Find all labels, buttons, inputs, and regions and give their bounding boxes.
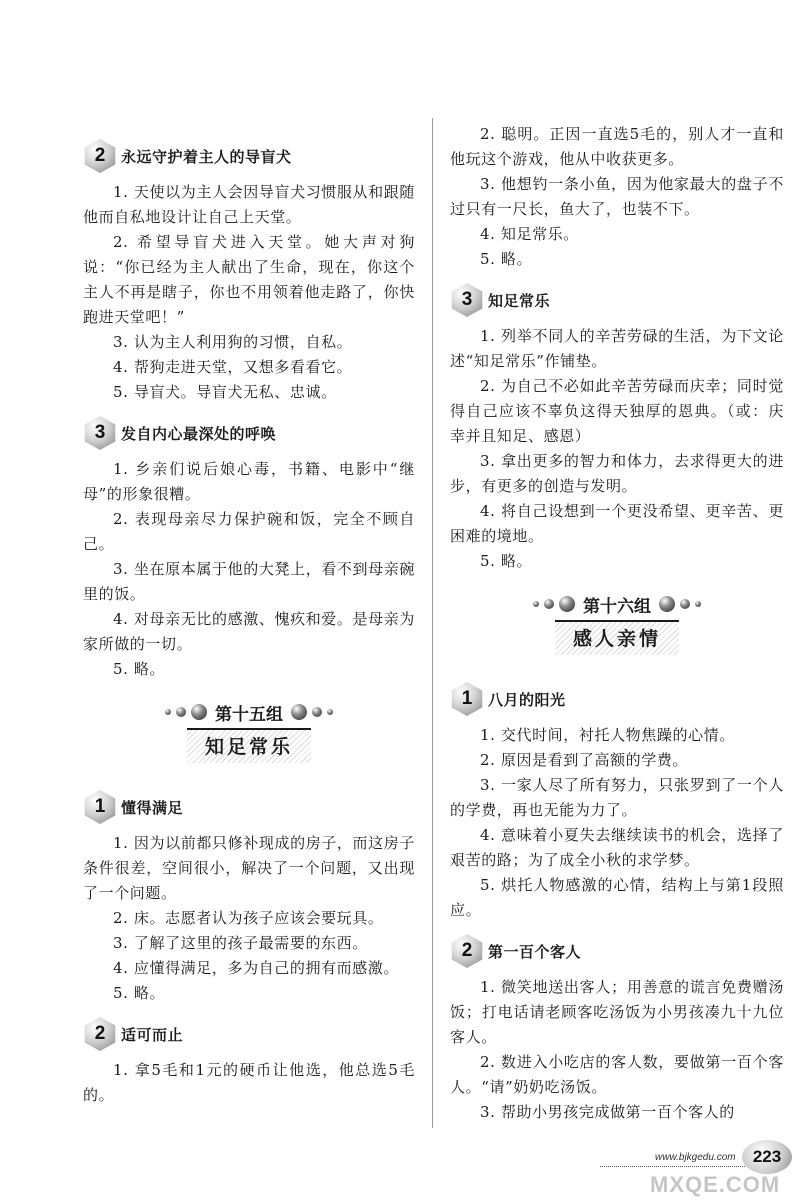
answer-item: 2. 表现母亲尽力保护碗和饭，完全不顾自己。 xyxy=(83,510,415,553)
group-label: 第十五组 xyxy=(215,704,283,725)
section-number: 1 xyxy=(461,688,473,709)
section-header xyxy=(450,933,784,969)
hexagon-number-badge xyxy=(83,1017,117,1051)
section-title: 知足常乐 xyxy=(488,291,551,310)
group-heading-15 xyxy=(83,698,415,763)
answer-item: 1. 交代时间，衬托人物焦躁的心情。 xyxy=(480,726,735,744)
right-column xyxy=(450,122,784,1125)
answer-item: 1. 拿5毛和1元的硬币让他选，他总选5毛的。 xyxy=(83,1061,415,1104)
section-know-content xyxy=(83,789,415,1006)
answer-item: 3. 帮助小男孩完成做第一百个客人的 xyxy=(480,1103,735,1121)
decorative-dots-icon xyxy=(659,596,701,612)
answer-item: 1. 因为以前都只修补现成的房子，而这房子条件很差，空间很小，解决了一个问题，又出现了一个问题。 xyxy=(83,834,415,902)
answer-item: 4. 将自己设想到一个更没希望、更辛苦、更困难的境地。 xyxy=(450,502,784,545)
hexagon-number-badge xyxy=(450,934,484,968)
section-header xyxy=(83,789,415,825)
group-heading-16 xyxy=(450,590,784,655)
section-title: 第一百个客人 xyxy=(488,942,582,961)
answer-item: 5. 略。 xyxy=(113,984,166,1002)
group-label: 第十六组 xyxy=(583,596,651,617)
left-column xyxy=(83,128,415,1108)
answer-item: 2. 床。志愿者认为孩子应该会要玩具。 xyxy=(113,909,384,927)
answer-item: 2. 数进入小吃店的客人数，要做第一百个客人。“请”奶奶吃汤饭。 xyxy=(450,1053,784,1096)
answer-item: 2. 希望导盲犬进入天堂。她大声对狗说：“你已经为主人献出了生命，现在，你这个主人不再是瞎子，你也不用领着他走路了，你快跑进天堂吧！” xyxy=(83,233,415,326)
hexagon-number-badge xyxy=(83,790,117,824)
group-title: 知足常乐 xyxy=(187,728,311,763)
decorative-dots-icon xyxy=(291,704,333,720)
answer-item: 5. 略。 xyxy=(113,660,166,678)
answer-item: 4. 对母亲无比的感激、愧疚和爱。是母亲为家所做的一切。 xyxy=(83,610,415,653)
watermark: MXQE.COM xyxy=(650,1172,781,1197)
hexagon-number-badge xyxy=(450,682,484,716)
answer-item: 3. 坐在原本属于他的大凳上，看不到母亲碗里的饭。 xyxy=(83,560,415,603)
section-header xyxy=(450,282,784,318)
section-hundredth-guest xyxy=(450,933,784,1125)
section-contentment xyxy=(450,282,784,574)
answer-item: 1. 乡亲们说后娘心毒，书籍、电影中“继母”的形象很糟。 xyxy=(83,460,415,503)
page-number: 223 xyxy=(742,1140,792,1174)
section-number: 2 xyxy=(94,145,106,166)
section-header xyxy=(450,681,784,717)
footer-url: www.bjkgedu.com xyxy=(655,1152,736,1163)
section-header xyxy=(83,1016,415,1052)
answer-item: 5. 略。 xyxy=(480,250,533,268)
section-title: 永远守护着主人的导盲犬 xyxy=(121,147,292,166)
section-heart-call xyxy=(83,415,415,682)
answer-item: 2. 聪明。正因一直选5毛的，别人才一直和他玩这个游戏，他从中收获更多。 xyxy=(450,125,784,168)
section-title: 适可而止 xyxy=(121,1025,184,1044)
answer-item: 4. 应懂得满足，多为自己的拥有而感激。 xyxy=(113,959,400,977)
answer-item: 3. 他想钓一条小鱼，因为他家最大的盘子不过只有一尺长，鱼大了，也装不下。 xyxy=(450,175,784,218)
hexagon-number-badge xyxy=(83,416,117,450)
section-title: 发自内心最深处的呼唤 xyxy=(121,424,277,443)
hexagon-number-badge xyxy=(83,139,117,173)
section-number: 3 xyxy=(94,422,106,443)
section-number: 2 xyxy=(461,940,473,961)
section-number: 2 xyxy=(94,1023,106,1044)
hexagon-number-badge xyxy=(450,283,484,317)
section-number: 3 xyxy=(461,289,473,310)
footer-rule xyxy=(600,1166,745,1167)
section-number: 1 xyxy=(94,796,106,817)
answer-item: 5. 导盲犬。导盲犬无私、忠诚。 xyxy=(113,383,337,401)
answer-item: 4. 意味着小夏失去继续读书的机会，选择了艰苦的路；为了成全小秋的求学梦。 xyxy=(450,826,784,869)
answer-item: 1. 列举不同人的辛苦劳碌的生活，为下文论述“知足常乐”作铺垫。 xyxy=(450,327,784,370)
answer-item: 5. 略。 xyxy=(480,552,533,570)
answer-item: 1. 微笑地送出客人；用善意的谎言免费赠汤饭；打电话请老顾客吃汤饭为小男孩凑九十九位客人。 xyxy=(450,978,784,1046)
section-enough xyxy=(83,1016,415,1108)
answer-item: 4. 知足常乐。 xyxy=(480,225,579,243)
section-title: 八月的阳光 xyxy=(488,690,566,709)
answer-item: 1. 天使以为主人会因导盲犬习惯服从和跟随他而自私地设计让自己上天堂。 xyxy=(83,183,415,226)
answer-item: 5. 烘托人物感激的心情，结构上与第1段照应。 xyxy=(450,876,784,919)
continued-answers xyxy=(450,122,784,272)
section-header xyxy=(83,415,415,451)
answer-item: 3. 认为主人利用狗的习惯，自私。 xyxy=(113,333,353,351)
answer-item: 3. 拿出更多的智力和体力，去求得更大的进步，有更多的创造与发明。 xyxy=(450,452,784,495)
decorative-dots-icon xyxy=(533,596,575,612)
section-header xyxy=(83,138,415,174)
decorative-dots-icon xyxy=(165,704,207,720)
section-august-sun xyxy=(450,681,784,923)
answer-item: 4. 帮狗走进天堂，又想多看看它。 xyxy=(113,358,353,376)
answer-item: 3. 了解了这里的孩子最需要的东西。 xyxy=(113,934,368,952)
group-title: 感人亲情 xyxy=(555,620,679,655)
answer-item: 3. 一家人尽了所有努力，只张罗到了一个人的学费，再也无能为力了。 xyxy=(450,776,784,819)
section-guide-dog xyxy=(83,138,415,405)
column-divider xyxy=(432,118,433,1128)
section-title: 懂得满足 xyxy=(121,798,184,817)
answer-item: 2. 为自己不必如此辛苦劳碌而庆幸；同时觉得自己应该不辜负这得天独厚的恩典。（或：庆幸并且知足、感恩） xyxy=(450,377,784,445)
answer-item: 2. 原因是看到了高额的学费。 xyxy=(480,751,689,769)
